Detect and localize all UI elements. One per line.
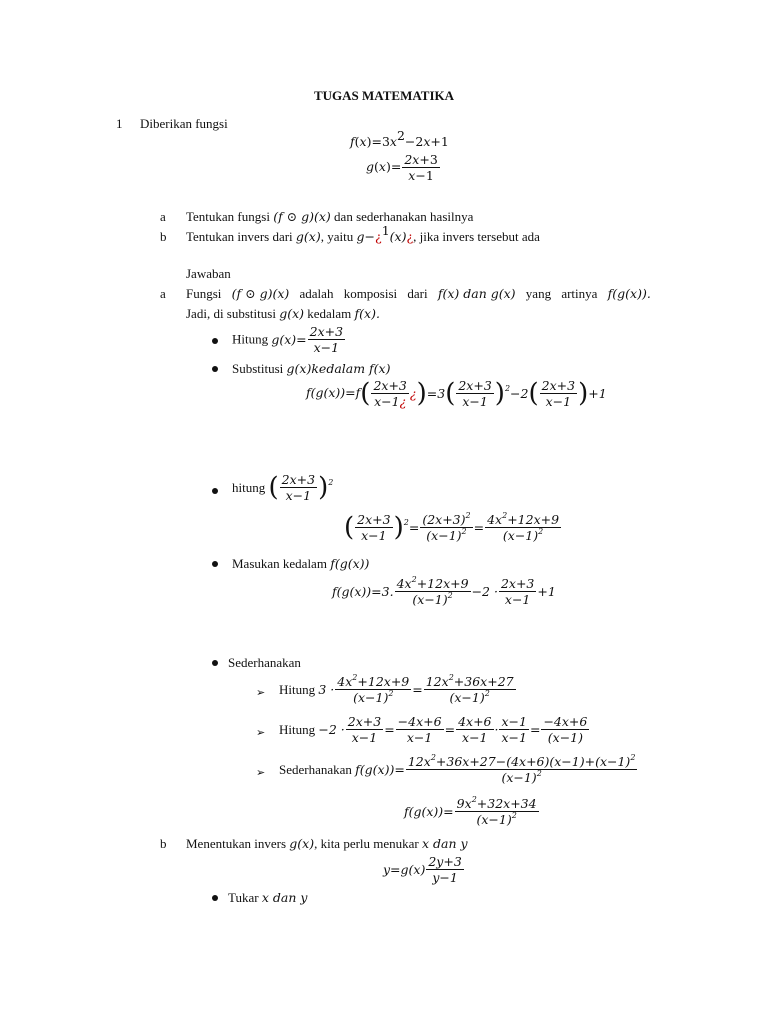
arrow-bullet-icon: ➢ xyxy=(256,686,266,699)
part-b-expr: g(x) xyxy=(295,229,321,244)
simplify-combined: Sederhanakan f(g(x))= $\frac{12x^2+36x+27-(4x+6)(x-1)+(x-1)^2}{(x-1)^2}$ xyxy=(279,753,636,785)
f-definition: $f(x)=3x^2-2x+1$ xyxy=(350,128,449,149)
part-b-inverse-expr: g−¿$^1$(x)¿ xyxy=(356,223,414,244)
simplify-hitung-3: Hitung 3 · $\frac{4x^2+12x+9}{(x-1)^2}$ = $\frac{12x^2+36x+27}{(x-1)^2}$ xyxy=(279,673,514,705)
part-b-question xyxy=(186,223,540,245)
problem-intro: Diberikan fungsi xyxy=(140,116,228,131)
step-tukar: Tukar x dan y xyxy=(228,890,308,905)
bullet-icon xyxy=(212,338,218,344)
step-hitung-square: hitung ( $\frac{2x+3}{x-1}$ )$^2$ xyxy=(232,472,334,503)
arrow-bullet-icon: ➢ xyxy=(256,766,266,779)
part-a-label: a xyxy=(160,209,166,224)
bullet-icon xyxy=(212,366,218,372)
part-b-mid: , yaitu xyxy=(320,229,354,244)
part-b-text-post: , jika invers tersebut ada xyxy=(413,229,540,244)
answer-heading: Jawaban xyxy=(186,266,231,281)
square-expansion: ( $\frac{2x+3}{x-1}$ )$^2$= $\frac{(2x+3)^2}{(x-1)^2}$ = $\frac{4x^2+12x+9}{(x-1)^2}$ xyxy=(344,511,560,543)
answer-b-text: Menentukan invers g(x), kita perlu menukar x dan y xyxy=(186,836,468,851)
final-result: f(g(x))= $\frac{9x^2+32x+34}{(x-1)^2}$ xyxy=(404,795,537,827)
part-b-label: b xyxy=(160,229,167,244)
arrow-bullet-icon: ➢ xyxy=(256,726,266,739)
part-a-expr: (f ⊙ g)(x) xyxy=(273,209,331,224)
insert-equation: f(g(x))=3. $\frac{4x^2+12x+9}{(x-1)^2}$ −2 · $\frac{2x+3}{x-1}$ +1 xyxy=(332,575,556,607)
step-substitusi: Substitusi g(x)kedalam f(x) xyxy=(232,361,391,376)
problem-number: 1 xyxy=(116,116,123,131)
answer-a-line2: Jadi, di substitusi g(x) kedalam f(x). xyxy=(186,306,380,321)
answer-a-line1: Fungsi (f ⊙ g)(x) adalah komposisi dari f(x) dan g(x) yang artinya f(g(x)). xyxy=(186,286,651,301)
step-hitung-g: Hitung g(x)= $\frac{2x+3}{x-1}$ xyxy=(232,324,344,355)
page-title: TUGAS MATEMATIKA xyxy=(314,88,454,103)
step-masukan: Masukan kedalam f(g(x)) xyxy=(232,556,370,571)
inverse-equation: y=g(x) $\frac{2y+3}{y-1}$ xyxy=(383,854,462,885)
step-sederhanakan: Sederhanakan xyxy=(228,655,301,670)
answer-a-label: a xyxy=(160,286,166,301)
simplify-hitung-minus2: Hitung −2 · $\frac{2x+3}{x-1}$ = $\frac{-4x+6}{x-1}$ = $\frac{4x+6}{x-1}$ · $\frac{x-1}{x-1}$ = $\frac{-4x+6}{(x-1)}$ xyxy=(279,714,588,745)
g-definition: g(x)= $\frac{2x+3}{x-1}$ xyxy=(366,152,438,183)
bullet-icon xyxy=(212,660,218,666)
bullet-icon xyxy=(212,895,218,901)
answer-b-label: b xyxy=(160,836,167,851)
part-b-text: Tentukan invers dari xyxy=(186,229,293,244)
part-a-question xyxy=(186,209,473,225)
bullet-icon xyxy=(212,488,218,494)
part-a-text: Tentukan fungsi xyxy=(186,209,270,224)
part-a-text-post: dan sederhanakan hasilnya xyxy=(334,209,474,224)
bullet-icon xyxy=(212,561,218,567)
substitution-equation: f(g(x))=f( $\frac{2x+3}{x-1¿}$ ¿)=3( $\frac{2x+3}{x-1}$ )$^2$−2( $\frac{2x+3}{x-1}$ )+1 xyxy=(306,378,607,409)
